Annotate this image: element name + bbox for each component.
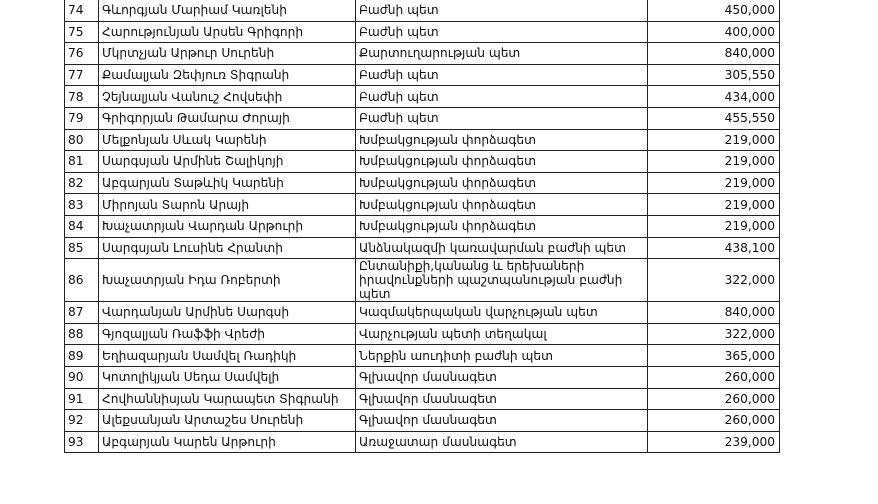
employee-name: Հովհաննիսյան Կարապետ Տիգրանի <box>99 388 356 410</box>
employee-name: Չեյնալյան Վանուշ Հովսեփի <box>99 86 356 108</box>
table-row <box>65 410 780 432</box>
table-row <box>65 345 780 367</box>
table-row <box>65 237 780 259</box>
row-number: 74 <box>65 0 99 21</box>
employee-position: Խմբակցության փորձագետ <box>356 151 648 173</box>
employee-name: Սարգսյան Լուսինե Հրանտի <box>99 237 356 259</box>
table-row <box>65 172 780 194</box>
table-row <box>65 302 780 324</box>
table-row <box>65 366 780 388</box>
table-row <box>65 21 780 43</box>
salary-table <box>64 0 780 453</box>
row-number: 84 <box>65 215 99 237</box>
table-row <box>65 107 780 129</box>
table-row <box>65 194 780 216</box>
employee-position: Բաժնի պետ <box>356 86 648 108</box>
row-number: 88 <box>65 323 99 345</box>
row-number: 80 <box>65 129 99 151</box>
employee-name: Գրիգորյան Թամարա Ժորայի <box>99 107 356 129</box>
table-row <box>65 86 780 108</box>
employee-position: Անձնակազմի կառավարման բաժնի պետ <box>356 237 648 259</box>
row-number: 75 <box>65 21 99 43</box>
employee-name: Խաչատրյան Իդա Ռոբերտի <box>99 259 356 302</box>
table-row <box>65 259 780 302</box>
employee-salary: 219,000 <box>648 172 780 194</box>
employee-name: Եղիազարյան Սամվել Ռադիկի <box>99 345 356 367</box>
table-row <box>65 43 780 65</box>
table-row <box>65 323 780 345</box>
employee-salary: 219,000 <box>648 129 780 151</box>
row-number: 93 <box>65 431 99 453</box>
row-number: 78 <box>65 86 99 108</box>
row-number: 86 <box>65 259 99 302</box>
employee-name: Գյոզալյան Ռաֆֆի Վրեժի <box>99 323 356 345</box>
employee-salary: 260,000 <box>648 388 780 410</box>
salary-table-body <box>65 0 780 453</box>
employee-salary: 305,550 <box>648 64 780 86</box>
employee-salary: 840,000 <box>648 302 780 324</box>
employee-position: Խմբակցության փորձագետ <box>356 129 648 151</box>
employee-position: Ընտանիքի,կանանց և երեխաների իրավունքների պաշտպանության բաժնի պետ <box>356 259 648 302</box>
employee-name: Միրոյան Տարոն Արայի <box>99 194 356 216</box>
employee-name: Խաչատրյան Վարդան Արթուրի <box>99 215 356 237</box>
row-number: 89 <box>65 345 99 367</box>
employee-salary: 365,000 <box>648 345 780 367</box>
employee-name: Մկրտչյան Արթուր Սուրենի <box>99 43 356 65</box>
employee-name: Քամալյան Զեփյուռ Տիգրանի <box>99 64 356 86</box>
row-number: 79 <box>65 107 99 129</box>
employee-position: Կազմակերպական վարչության պետ <box>356 302 648 324</box>
employee-salary: 438,100 <box>648 237 780 259</box>
employee-name: Մելքոնյան Սևակ Կարենի <box>99 129 356 151</box>
employee-position: Խմբակցության փորձագետ <box>356 194 648 216</box>
row-number: 87 <box>65 302 99 324</box>
employee-position: Բաժնի պետ <box>356 64 648 86</box>
employee-salary: 219,000 <box>648 151 780 173</box>
employee-salary: 455,550 <box>648 107 780 129</box>
employee-salary: 239,000 <box>648 431 780 453</box>
employee-position: Խմբակցության փորձագետ <box>356 172 648 194</box>
row-number: 85 <box>65 237 99 259</box>
employee-position: Վարչության պետի տեղակալ <box>356 323 648 345</box>
table-row <box>65 129 780 151</box>
employee-salary: 219,000 <box>648 215 780 237</box>
row-number: 77 <box>65 64 99 86</box>
table-row <box>65 431 780 453</box>
employee-name: Աբգարյան Կարեն Արթուրի <box>99 431 356 453</box>
employee-position: Առաջատար մասնագետ <box>356 431 648 453</box>
employee-salary: 260,000 <box>648 410 780 432</box>
employee-salary: 260,000 <box>648 366 780 388</box>
row-number: 76 <box>65 43 99 65</box>
row-number: 91 <box>65 388 99 410</box>
row-number: 82 <box>65 172 99 194</box>
employee-salary: 450,000 <box>648 0 780 21</box>
employee-position: Քարտուղարության պետ <box>356 43 648 65</box>
employee-salary: 840,000 <box>648 43 780 65</box>
table-row <box>65 388 780 410</box>
employee-position: Բաժնի պետ <box>356 21 648 43</box>
employee-position: Գլխավոր մասնագետ <box>356 388 648 410</box>
employee-salary: 322,000 <box>648 323 780 345</box>
employee-salary: 322,000 <box>648 259 780 302</box>
employee-name: Ալեքսանյան Արտաշես Սուրենի <box>99 410 356 432</box>
row-number: 83 <box>65 194 99 216</box>
employee-salary: 400,000 <box>648 21 780 43</box>
table-row <box>65 215 780 237</box>
employee-name: Կոտոլիկյան Սեդա Սամվելի <box>99 366 356 388</box>
employee-salary: 434,000 <box>648 86 780 108</box>
employee-name: Գևորգյան Մարիամ Կառլենի <box>99 0 356 21</box>
employee-position: Ներքին աուդիտի բաժնի պետ <box>356 345 648 367</box>
row-number: 92 <box>65 410 99 432</box>
employee-position: Գլխավոր մասնագետ <box>356 366 648 388</box>
employee-position: Բաժնի պետ <box>356 107 648 129</box>
table-row <box>65 64 780 86</box>
employee-name: Աբգարյան Տաթևիկ Կարենի <box>99 172 356 194</box>
employee-name: Վարդանյան Արմինե Սարգսի <box>99 302 356 324</box>
employee-position: Խմբակցության փորձագետ <box>356 215 648 237</box>
employee-salary: 219,000 <box>648 194 780 216</box>
employee-position: Բաժնի պետ <box>356 0 648 21</box>
table-row <box>65 151 780 173</box>
row-number: 81 <box>65 151 99 173</box>
employee-position: Գլխավոր մասնագետ <box>356 410 648 432</box>
table-row <box>65 0 780 21</box>
employee-name: Հարությունյան Արսեն Գրիգորի <box>99 21 356 43</box>
employee-name: Սարգսյան Արմինե Շալիկոյի <box>99 151 356 173</box>
row-number: 90 <box>65 366 99 388</box>
